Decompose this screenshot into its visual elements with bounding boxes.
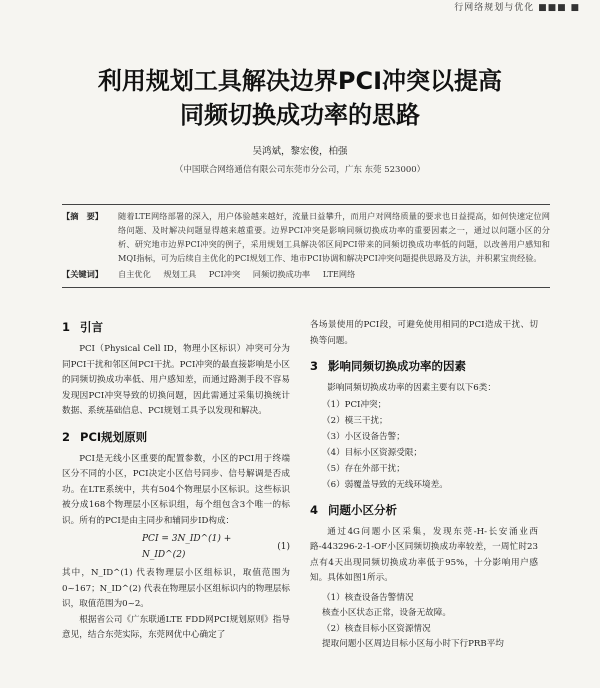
section-heading-1 — [62, 318, 290, 336]
section-heading-3 — [310, 357, 538, 375]
section-number: 2 — [62, 429, 71, 444]
section-heading-2 — [62, 428, 290, 446]
paper-title — [0, 64, 600, 132]
keyword: LTE网络 — [322, 269, 356, 279]
factor-list-item: （6）弱覆盖导致的无线环境差。 — [322, 479, 448, 490]
section-4-paragraph: 通过4G问题小区采集，发现东莞-H-长安涌业西路-443296-2-1-OF小区同频切换成功率较差，一周忙时23点有4天出现同频切换成功率低于95%，十分影响用户感知。具体如图1所示。 — [310, 526, 538, 583]
section-1-paragraph: PCI（Physical Cell ID，物理小区标识）冲突可分为同PCI干扰和邻区间PCI干扰。PCI冲突的最直接影响是小区的同频切换成功率低、用户感知差，而通过路测手段不容易发现因PCI冲突导致的切换问题，因此需通过采集切换统计数据、系统基础信息、PCI规划工具予以发现和解决。 — [62, 344, 290, 416]
abstract-row — [62, 209, 550, 265]
section-3-intro: 影响同频切换成功率的因素主要有以下6类： — [327, 383, 496, 393]
keyword: PCI冲突 — [208, 269, 241, 279]
section-number: 1 — [62, 320, 71, 334]
section-title: 引言 — [80, 320, 104, 334]
section-number: 3 — [310, 359, 319, 373]
factor-list-item: （1）PCI冲突； — [322, 399, 387, 410]
keyword: 规划工具 — [163, 269, 197, 279]
keyword: 自主优化 — [118, 269, 151, 279]
authors: 吴鸿斌，黎宏俊，柏强 — [252, 146, 348, 157]
section-2-paragraph-2: 其中，N_ID^(1) 代表物理层小区组标识，取值范围为0~167；N_ID^(2) 代表在物理层小区组标识内的物理层标识，取值范围为0~2。 — [62, 568, 290, 609]
section-heading-4 — [310, 501, 538, 519]
section-title: 问题小区分析 — [328, 502, 398, 517]
section-2-paragraph-1: PCI是无线小区重要的配置参数，小区的PCI用于终端区分不同的小区，PCI决定小区信号同步、信号解调是否成功。在LTE系统中，共有504个物理层小区标识。这些标识被分成168个物理层小区标识组，每个组包含3个唯一的标识。所有的PCI是由主同步和辅同步ID构成： — [62, 453, 290, 526]
factor-list-item: （5）存在外部干扰； — [322, 463, 405, 474]
affiliation: （中国联合网络通信有限公司东莞市分公司，广东 东莞 523000） — [174, 165, 426, 175]
sub-heading-alarm-check: （1）核查设备告警情况 — [322, 592, 414, 603]
keywords-list — [118, 267, 550, 281]
abstract-top-rule — [62, 204, 550, 205]
sub-text-resource-check: 提取问题小区周边目标小区每小时下行PRB平均 — [322, 639, 504, 649]
abstract-bottom-rule — [62, 287, 550, 288]
abstract-text: 随着LTE网络部署的深入，用户体验越来越好，流量日益攀升，而用户对网络质量的要求也日益提高，如何快速定位网络问题、及时解决问题显得越来越重要。边界PCI冲突是影响同频切换成功率的重要因素之一，通过以问题小区的分析、研究地市边界PCI冲突的例子，采用规划工具解决邻区间PCI带来的同频切换成功率低的问题，以改善用户感知和MQI指标，可为后续自主优化的PCI规划工作、地市PCI协调和解决PCI冲突问题提供思路及方法，并积累宝贵经验。 — [118, 211, 550, 263]
section-title: 影响同频切换成功率的因素 — [328, 359, 467, 373]
equation-number: (1) — [277, 541, 290, 552]
right-column — [310, 318, 538, 653]
factor-list-item: （2）模三干扰； — [322, 415, 388, 426]
abstract-block — [62, 209, 550, 281]
section-number: 4 — [310, 502, 319, 517]
section-2-continuation: 各场景使用的PCI段，可避免使用相同的PCI造成干扰、切换等问题。 — [310, 320, 538, 346]
section-2-paragraph-3: 根据省公司《广东联通LTE FDD网PCI规划原则》指导意见，结合东莞实际，东莞网优中心确定了 — [62, 614, 290, 640]
left-column — [62, 318, 290, 644]
sub-text-alarm-check: 核查小区状态正常，设备无故障。 — [322, 608, 451, 618]
keywords-row — [62, 267, 550, 281]
keyword: 同频切换成功率 — [252, 269, 311, 279]
section-title: PCI规划原则 — [80, 429, 148, 444]
factor-list-item: （3）小区设备告警； — [322, 431, 405, 442]
title-line-1: 利用规划工具解决边界PCI冲突以提高 — [97, 67, 503, 95]
factor-list-item: （4）目标小区资源受限； — [322, 447, 423, 458]
sub-heading-resource-check: （2）核查目标小区资源情况 — [322, 623, 431, 634]
running-header: 行网络规划与优化 ■■■ ■ — [454, 3, 580, 13]
title-line-2: 同频切换成功率的思路 — [180, 101, 420, 129]
keywords-label: 【关键词】 — [62, 269, 103, 279]
formula-text: PCI = 3N_ID^(1) + N_ID^(2) — [142, 534, 232, 560]
abstract-label: 【摘 要】 — [62, 211, 103, 221]
pci-formula — [62, 532, 290, 563]
